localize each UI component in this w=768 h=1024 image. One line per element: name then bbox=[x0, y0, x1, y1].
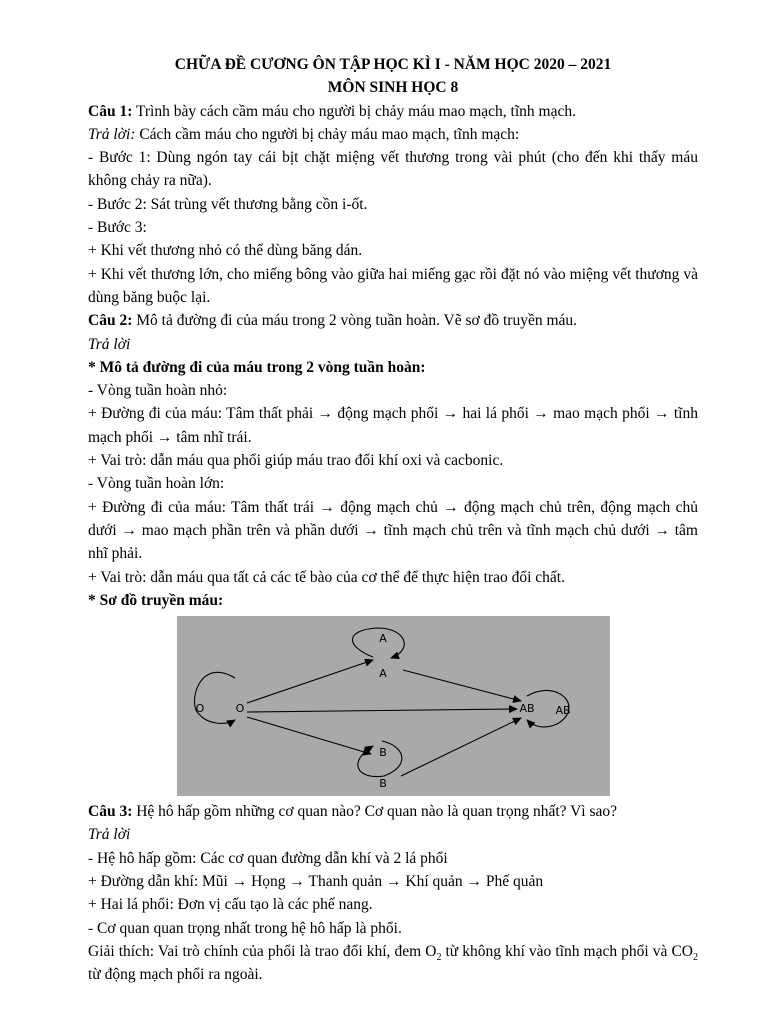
question-3-text: Hệ hô hấp gồm những cơ quan nào? Cơ quan nào là quan trọng nhất? Vì sao? bbox=[132, 803, 618, 821]
question-3 bbox=[88, 800, 698, 823]
question-2-text: Mô tả đường đi của máu trong 2 vòng tuần hoàn. Vẽ sơ đồ truyền máu. bbox=[132, 312, 578, 330]
answer-1-step-3: - Bước 3: bbox=[88, 219, 147, 237]
small-circulation-role: + Vai trò: dẫn máu qua phổi giúp máu trao đổi khí oxi và cacbonic. bbox=[88, 452, 504, 470]
blood-transfusion-diagram bbox=[177, 616, 610, 796]
answer-1-label: Trả lời: bbox=[88, 125, 136, 143]
answer-3-explanation bbox=[88, 940, 698, 987]
node-b-top: B bbox=[379, 746, 387, 760]
o2-subscript: 2 bbox=[436, 952, 442, 963]
question-2-label: Câu 2: bbox=[88, 312, 133, 330]
explanation-part-a: Giải thích: Vai trò chính của phổi là trao đổi khí, đem O bbox=[88, 942, 437, 960]
answer-3-label: Trả lời bbox=[88, 826, 131, 844]
answer-2-section-2: * Sơ đồ truyền máu: bbox=[88, 591, 224, 609]
node-o-right: O bbox=[235, 702, 245, 716]
question-3-label: Câu 3: bbox=[88, 803, 133, 821]
small-circulation-heading: - Vòng tuần hoàn nhỏ: bbox=[88, 382, 228, 400]
question-1 bbox=[88, 100, 698, 123]
answer-1-step-3a: + Khi vết thương nhỏ có thể dùng băng dán. bbox=[88, 242, 363, 260]
small-circulation-path: + Đường đi của máu: Tâm thất phải → động mạch phổi → hai lá phổi → mao mạch phổi → tĩnh mạch phổi → tâm nhĩ trái. bbox=[88, 405, 698, 446]
explanation-part-b: từ không khí vào tĩnh mạch phổi và CO bbox=[441, 942, 693, 960]
question-2 bbox=[88, 309, 698, 332]
document-subtitle: MÔN SINH HỌC 8 bbox=[327, 79, 459, 97]
document-title: CHỮA ĐỀ CƯƠNG ÔN TẬP HỌC KÌ I - NĂM HỌC 2020 – 2021 bbox=[174, 56, 612, 73]
node-a-top: A bbox=[379, 632, 387, 646]
explanation-part-c: từ động mạch phổi ra ngoài. bbox=[88, 966, 263, 984]
answer-1-intro bbox=[88, 123, 698, 146]
big-circulation-role: + Vai trò: dẫn máu qua tất cả các tế bào của cơ thể để thực hiện trao đổi chất. bbox=[88, 568, 565, 586]
answer-1-step-1: - Bước 1: Dùng ngón tay cái bịt chặt miệng vết thương trong vài phút (cho đến khi thấy máu không chảy ra nữa). bbox=[88, 149, 698, 190]
node-a-bottom: A bbox=[379, 667, 387, 681]
node-ab-left: AB bbox=[519, 702, 535, 716]
blood-transfusion-svg bbox=[177, 616, 610, 796]
document-page bbox=[88, 53, 698, 987]
big-circulation-heading: - Vòng tuần hoàn lớn: bbox=[88, 475, 225, 493]
node-o-left: O bbox=[195, 702, 205, 716]
answer-3-line-2: + Đường dẫn khí: Mũi → Họng → Thanh quản → Khí quản → Phế quản bbox=[88, 873, 544, 891]
answer-3-line-1: - Hệ hô hấp gồm: Các cơ quan đường dẫn khí và 2 lá phổi bbox=[88, 849, 448, 867]
big-circulation-path: + Đường đi của máu: Tâm thất trái → động mạch chủ → động mạch chủ trên, động mạch chủ dưới → mao mạch phần trên và phần dưới → tĩnh mạch chủ trên và tĩnh mạch chủ dưới → tâm nhĩ phải. bbox=[88, 498, 698, 563]
answer-2-section-1: * Mô tả đường đi của máu trong 2 vòng tuần hoàn: bbox=[88, 358, 426, 376]
node-ab-right: AB bbox=[555, 704, 571, 718]
answer-1-intro-text: Cách cầm máu cho người bị chảy máu mao mạch, tĩnh mạch: bbox=[135, 125, 520, 143]
answer-2-label: Trả lời bbox=[88, 335, 131, 353]
question-1-label: Câu 1: bbox=[88, 102, 133, 120]
answer-1-step-3b: + Khi vết thương lớn, cho miếng bông vào giữa hai miếng gạc rồi đặt nó vào miệng vết thương và dùng băng buộc lại. bbox=[88, 265, 698, 306]
answer-1-step-2: - Bước 2: Sát trùng vết thương bằng cồn i-ốt. bbox=[88, 195, 368, 213]
answer-3-line-3: + Hai lá phổi: Đơn vị cấu tạo là các phế nang. bbox=[88, 896, 373, 914]
node-b-bottom: B bbox=[379, 777, 387, 791]
question-1-text: Trình bày cách cầm máu cho người bị chảy máu mao mạch, tĩnh mạch. bbox=[132, 102, 576, 120]
answer-3-line-4: - Cơ quan quan trọng nhất trong hệ hô hấp là phổi. bbox=[88, 919, 402, 937]
co2-subscript: 2 bbox=[693, 952, 698, 963]
